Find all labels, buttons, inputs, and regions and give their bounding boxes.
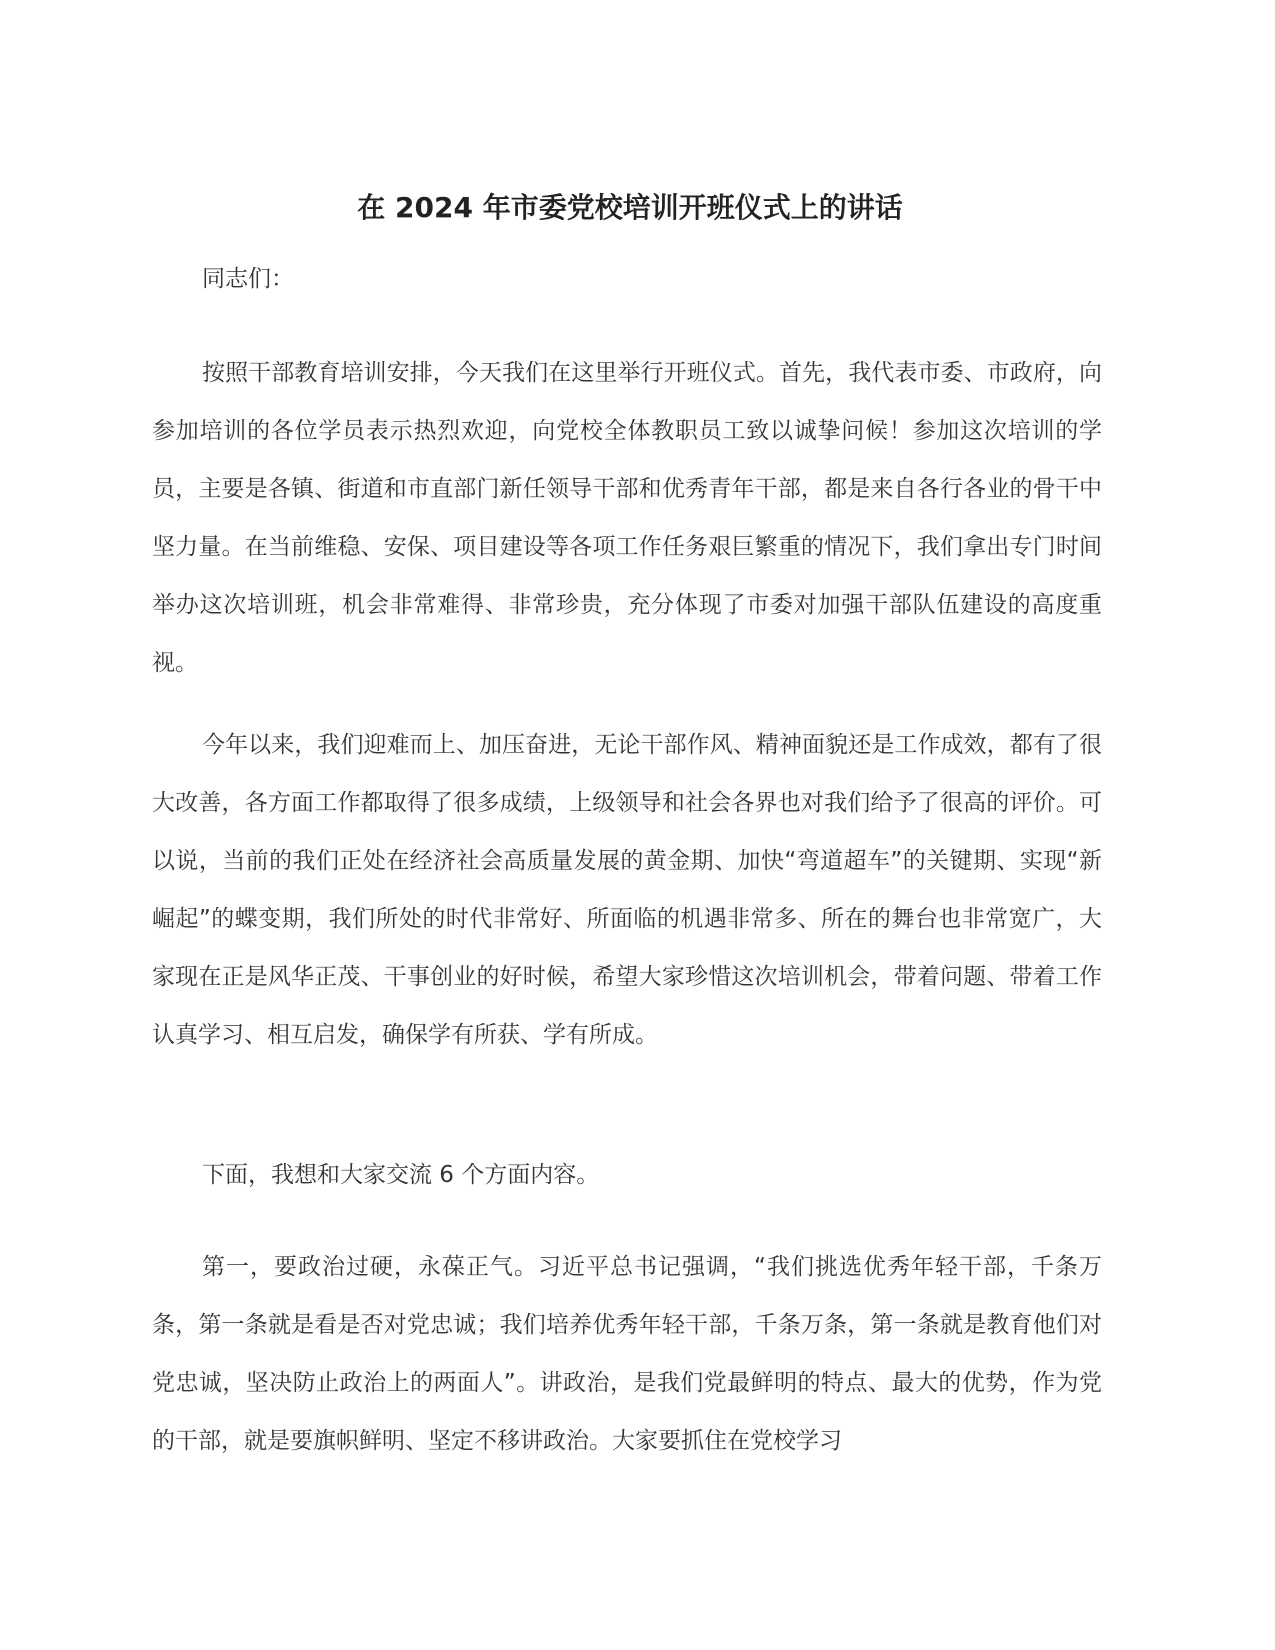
paragraph: 今年以来，我们迎难而上、加压奋进，无论干部作风、精神面貌还是工作成效，都有了很大改善，各方面工作都取得了很多成绩，上级领导和社会各界也对我们给予了很高的评价。可以说，当前的我们正处在经济社会高质量发展的黄金期、加快“弯道超车”的关键期、实现“新崛起”的蝶变期，我们所处的时代非常好、所面临的机遇非常多、所在的舞台也非常宽广，大家现在正是风华正茂、干事创业的好时候，希望大家珍惜这次培训机会，带着问题、带着工作认真学习、相互启发，确保学有所获、学有所成。: [152, 732, 1102, 1048]
paragraph: 按照干部教育培训安排，今天我们在这里举行开班仪式。首先，我代表市委、市政府，向参加培训的各位学员表示热烈欢迎，向党校全体教职员工致以诚挚问候！参加这次培训的学员，主要是各镇、街道和市直部门新任领导干部和优秀青年干部，都是来自各行各业的骨干中坚力量。在当前维稳、安保、项目建设等各项工作任务艰巨繁重的情况下，我们拿出专门时间举办这次培训班，机会非常难得、非常珍贵，充分体现了市委对加强干部队伍建设的高度重视。: [152, 360, 1102, 676]
document-title: 在 2024 年市委党校培训开班仪式上的讲话: [357, 191, 903, 224]
paragraph: 第一，要政治过硬，永葆正气。习近平总书记强调，“我们挑选优秀年轻干部，千条万条，第一条就是看是否对党忠诚；我们培养优秀年轻干部，千条万条，第一条就是教育他们对党忠诚，坚决防止政治上的两面人”。讲政治，是我们党最鲜明的特点、最大的优势，作为党的干部，就是要旗帜鲜明、坚定不移讲政治。大家要抓住在党校学习: [152, 1254, 1102, 1454]
paragraph: 下面，我想和大家交流 6 个方面内容。: [202, 1162, 600, 1188]
greeting: 同志们：: [202, 266, 294, 292]
